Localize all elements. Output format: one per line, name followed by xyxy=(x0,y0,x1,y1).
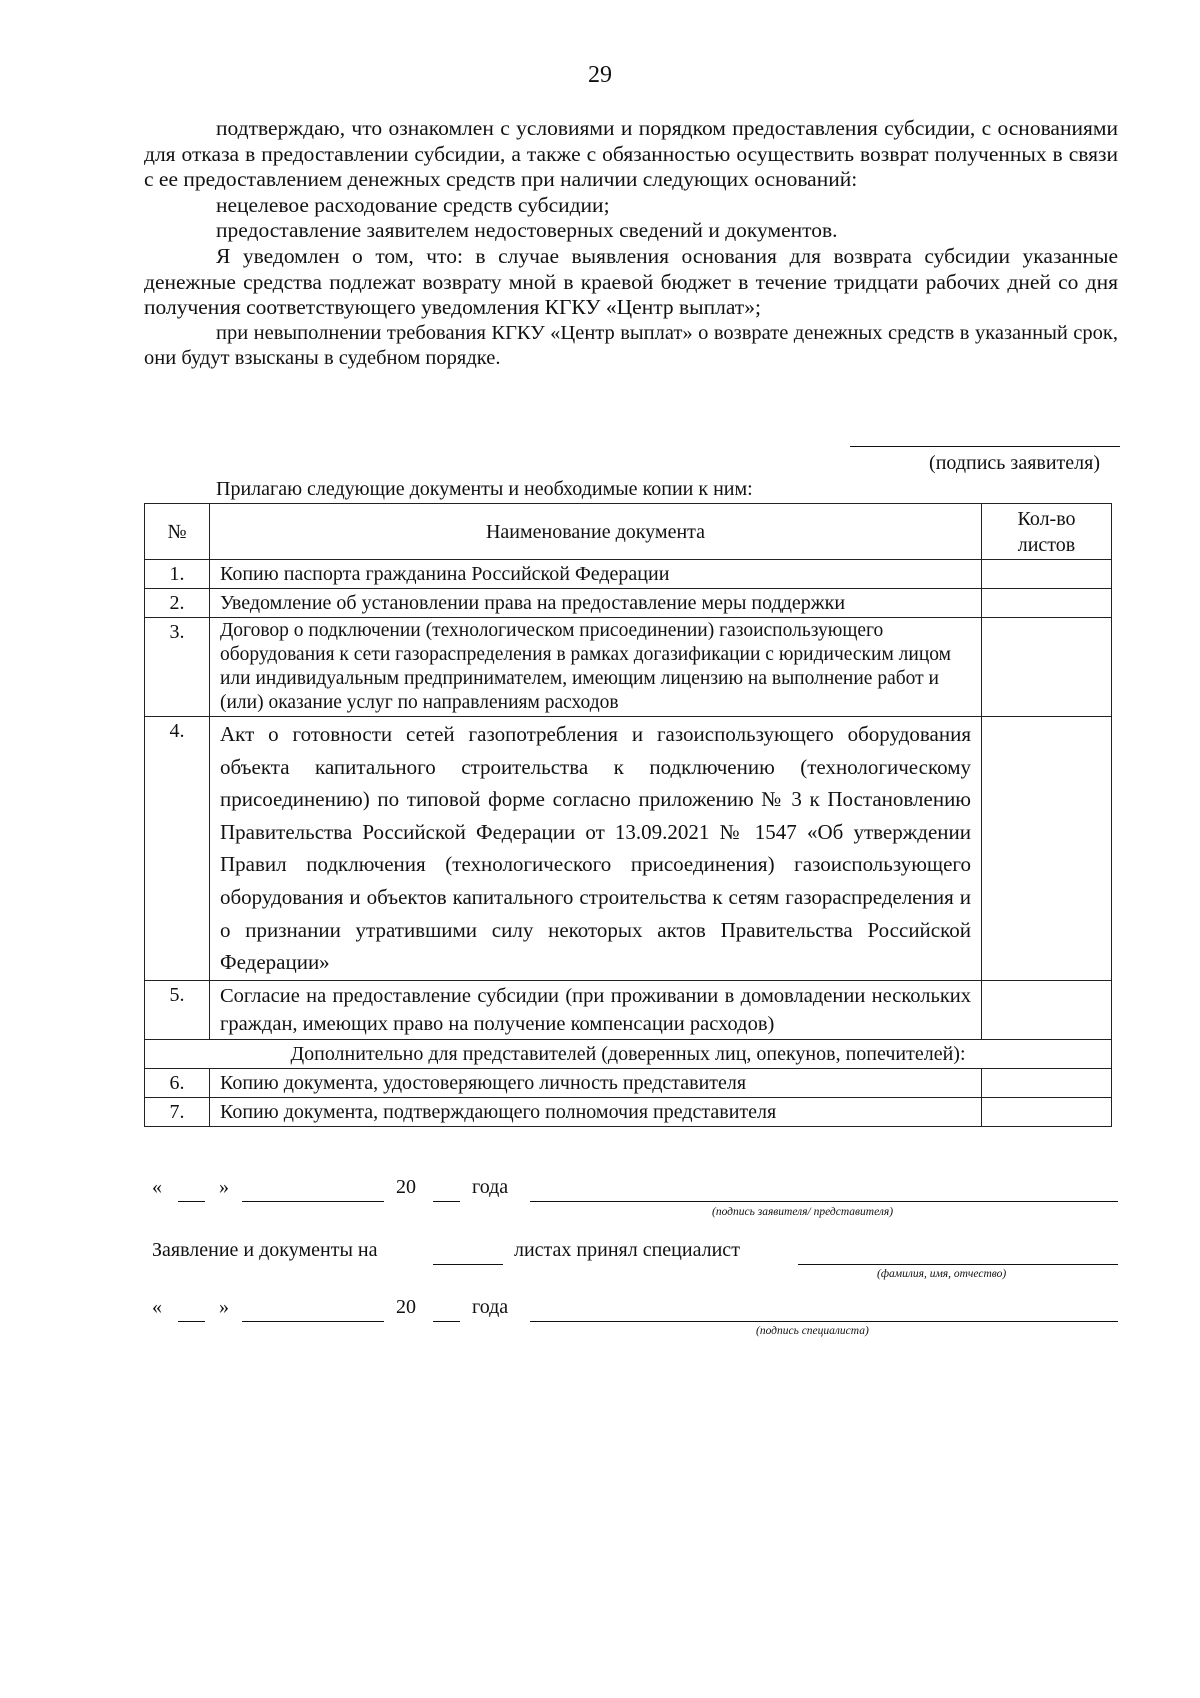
intro-paragraph-5: при невыполнении требования КГКУ «Центр выплат» о возврате денежных средств в указанный срок, они будут взысканы в судебном порядке. xyxy=(144,321,1118,370)
row-number: 6. xyxy=(145,1068,210,1097)
row-sheet-count-cell[interactable] xyxy=(982,589,1112,618)
year-field-2[interactable] xyxy=(433,1321,460,1322)
header-count-line1: Кол-во xyxy=(1017,507,1076,530)
table-row xyxy=(145,589,1112,618)
representatives-section-label: Дополнительно для представителей (доверенных лиц, опекунов, попечителей): xyxy=(145,1039,1112,1068)
row-document-name: Акт о готовности сетей газопотребления и газоиспользующего оборудования объекта капитального строительства к подключению (технологическому присоединению) по типовой форме согласно приложению № 3 к Постановлению Правительства Российской Федерации от 13.09.2021 № 1547 «Об утверждении Правил подключения (технологического присоединения) газоиспользующего оборудования и объектов капитального строительства к сетям газораспределения и о признании утратившими силу некоторых актов Правительства Российской Федерации» xyxy=(210,717,982,981)
sheets-count-field[interactable] xyxy=(433,1264,503,1265)
row-document-name: Уведомление об установлении права на предоставление меры поддержки xyxy=(210,589,982,618)
header-sheet-count xyxy=(982,504,1112,560)
header-count-line2: листов xyxy=(1017,533,1076,556)
accepted-text-end: листах принял специалист xyxy=(514,1239,740,1261)
date-close-quote-1: » xyxy=(219,1176,229,1198)
table-row xyxy=(145,980,1112,1039)
year-word-2: года xyxy=(472,1296,509,1318)
accepted-text-start: Заявление и документы на xyxy=(152,1239,378,1261)
year-word-1: года xyxy=(472,1176,509,1198)
year-prefix-1: 20 xyxy=(396,1176,416,1198)
year-field-1[interactable] xyxy=(433,1201,460,1202)
date-open-quote-1: « xyxy=(152,1176,162,1198)
caption-full-name: (фамилия, имя, отчество) xyxy=(877,1268,1007,1280)
intro-paragraph-1: подтверждаю, что ознакомлен с условиями и порядком предоставления субсидии, с основаниями для отказа в предоставлении субсидии, а также с обязанностью осуществить возврат полученных в связи с ее предоставлением денежных средств при наличии следующих оснований: xyxy=(144,116,1118,192)
date-open-quote-2: « xyxy=(152,1296,162,1318)
intro-paragraph-2: нецелевое расходование средств субсидии; xyxy=(216,192,610,217)
applicant-signature-line[interactable] xyxy=(850,446,1120,447)
table-row xyxy=(145,1068,1112,1097)
row-document-name: Копию паспорта гражданина Российской Федерации xyxy=(210,560,982,589)
row-document-name: Договор о подключении (технологическом присоединении) газоиспользующего оборудования к сети газораспределения в рамках догазификации с юридическим лицом или индивидуальным предпринимателем, имеющим лицензию на выполнение работ и (или) оказание услуг по направлениям расходов xyxy=(210,618,982,717)
header-number: № xyxy=(145,504,210,560)
caption-specialist-signature: (подпись специалиста) xyxy=(756,1325,869,1337)
table-header-row xyxy=(145,504,1112,560)
specialist-name-field[interactable] xyxy=(798,1264,1118,1265)
year-prefix-2: 20 xyxy=(396,1296,416,1318)
table-row xyxy=(145,560,1112,589)
attachments-intro: Прилагаю следующие документы и необходимые копии к ним: xyxy=(216,478,753,500)
table-row xyxy=(145,1097,1112,1126)
intro-text xyxy=(144,116,1118,372)
row-sheet-count-cell[interactable] xyxy=(982,1097,1112,1126)
row-sheet-count-cell[interactable] xyxy=(982,717,1112,981)
row-number: 3. xyxy=(145,618,210,717)
day-field-2[interactable] xyxy=(178,1321,205,1322)
row-document-name: Согласие на предоставление субсидии (при проживании в домовладении нескольких граждан, имеющих право на получение компенсации расходов) xyxy=(210,980,982,1039)
row-sheet-count-cell[interactable] xyxy=(982,618,1112,717)
row-sheet-count-cell[interactable] xyxy=(982,1068,1112,1097)
day-field-1[interactable] xyxy=(178,1201,205,1202)
table-row xyxy=(145,717,1112,981)
intro-paragraph-3: предоставление заявителем недостоверных сведений и документов. xyxy=(216,218,838,243)
date-close-quote-2: » xyxy=(219,1296,229,1318)
specialist-signature-field[interactable] xyxy=(530,1321,1118,1322)
page-number: 29 xyxy=(588,62,612,88)
month-field-1[interactable] xyxy=(242,1201,384,1202)
table-row xyxy=(145,618,1112,717)
documents-table xyxy=(144,503,1112,1127)
row-document-name: Копию документа, подтверждающего полномочия представителя xyxy=(210,1097,982,1126)
row-number: 4. xyxy=(145,717,210,981)
applicant-signature-label: (подпись заявителя) xyxy=(929,452,1100,474)
row-number: 5. xyxy=(145,980,210,1039)
row-sheet-count-cell[interactable] xyxy=(982,980,1112,1039)
month-field-2[interactable] xyxy=(242,1321,384,1322)
row-document-name: Копию документа, удостоверяющего личность представителя xyxy=(210,1068,982,1097)
row-number: 7. xyxy=(145,1097,210,1126)
header-document-name: Наименование документа xyxy=(210,504,982,560)
row-sheet-count-cell[interactable] xyxy=(982,560,1112,589)
caption-applicant-signature: (подпись заявителя/ представителя) xyxy=(712,1206,894,1218)
row-number: 2. xyxy=(145,589,210,618)
row-number: 1. xyxy=(145,560,210,589)
intro-paragraph-4: Я уведомлен о том, что: в случае выявления основания для возврата субсидии указанные денежные средства подлежат возврату мной в краевой бюджет в течение тридцати рабочих дней со дня получения соответствующего уведомления КГКУ «Центр выплат»; xyxy=(144,243,1118,320)
applicant-representative-signature-field[interactable] xyxy=(530,1201,1118,1202)
table-section-row xyxy=(145,1039,1112,1068)
